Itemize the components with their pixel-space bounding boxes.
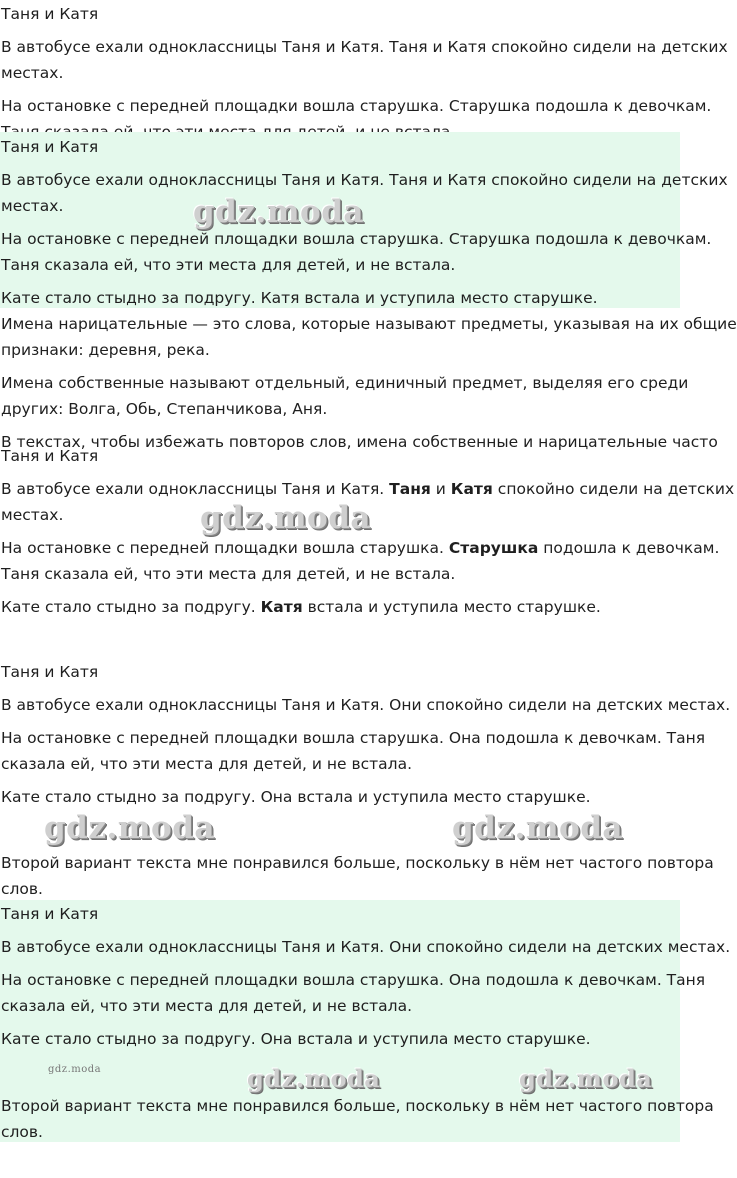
paragraph-line: слов. xyxy=(1,1123,43,1141)
paragraph-line: В автобусе ехали одноклассницы Таня и Катя. Они спокойно сидели на детских местах. xyxy=(1,696,731,714)
paragraph-line: сказала ей, что эти места для детей, и не встала. xyxy=(1,997,412,1015)
story-title: Таня и Катя xyxy=(1,663,99,681)
text-block-rewritten-final xyxy=(0,900,731,1142)
story-title: Таня и Катя xyxy=(1,5,99,23)
story-title: Таня и Катя xyxy=(1,447,99,465)
paragraph-line: На остановке с передней площадки вошла старушка. Она подошла к девочкам. Таня xyxy=(1,729,706,747)
highlight-word: Старушка xyxy=(448,539,539,557)
paragraph-line: признаки: деревня, река. xyxy=(1,341,210,359)
paragraph-line: Кате стало стыдно за подругу. Катя встала и уступила место старушке. xyxy=(1,289,598,307)
paragraph-line: Имена нарицательные — это слова, которые называют предметы, указывая на их общие xyxy=(1,315,737,333)
text-block-rules xyxy=(0,308,737,451)
paragraph-line: Кате стало стыдно за подругу. Она встала и уступила место старушке. xyxy=(1,1030,591,1048)
highlight-word: Катя xyxy=(450,480,493,498)
paragraph-line: Таня сказала ей, что эти места для детей, и не встала. xyxy=(1,565,456,583)
paragraph-line: На остановке с передней площадки вошла старушка. Старушка подошла к девочкам. xyxy=(1,539,720,557)
text-block-rewritten xyxy=(0,642,731,900)
watermark-logo: gdz.moda xyxy=(193,194,364,230)
paragraph-line: В автобусе ехали одноклассницы Таня и Катя. Таня и Катя спокойно сидели на детских xyxy=(1,171,728,189)
watermark-logo: gdz.moda xyxy=(48,1064,102,1075)
watermark-logo: gdz.moda xyxy=(452,810,623,846)
watermark-logo: gdz.moda xyxy=(200,500,371,536)
paragraph-line: В автобусе ехали одноклассницы Таня и Катя. Таня и Катя спокойно сидели на детских xyxy=(1,480,735,498)
highlight-word: Таня xyxy=(389,480,431,498)
paragraph-line: Кате стало стыдно за подругу. Катя встала и уступила место старушке. xyxy=(1,598,601,616)
paragraph-line: На остановке с передней площадки вошла старушка. Она подошла к девочкам. Таня xyxy=(1,971,706,989)
paragraph-line: местах. xyxy=(1,506,64,524)
paragraph-line: Второй вариант текста мне понравился больше, поскольку в нём нет частого повтора xyxy=(1,854,714,872)
paragraph-line: Имена собственные называют отдельный, единичный предмет, выделяя его среди xyxy=(1,374,689,392)
paragraph-line: На остановке с передней площадки вошла старушка. Старушка подошла к девочкам. xyxy=(1,230,712,248)
story-title: Таня и Катя xyxy=(1,138,99,156)
text-block-original xyxy=(0,0,728,132)
paragraph-line: Второй вариант текста мне понравился больше, поскольку в нём нет частого повтора xyxy=(1,1097,714,1115)
paragraph-line: слов. xyxy=(1,880,43,898)
paragraph-line: В текстах, чтобы избежать повторов слов, имена собственные и нарицательные часто xyxy=(1,433,718,451)
paragraph-line: Кате стало стыдно за подругу. Она встала и уступила место старушке. xyxy=(1,788,591,806)
paragraph-line: других: Волга, Обь, Степанчикова, Аня. xyxy=(1,400,328,418)
watermark-logo: gdz.moda xyxy=(519,1064,653,1093)
paragraph-line: На остановке с передней площадки вошла старушка. Старушка подошла к девочкам. xyxy=(1,97,712,115)
story-title: Таня и Катя xyxy=(1,905,99,923)
paragraph-line: Таня сказала ей, что эти места для детей, и не встала. xyxy=(1,256,456,274)
paragraph-line: В автобусе ехали одноклассницы Таня и Катя. Они спокойно сидели на детских местах. xyxy=(1,938,731,956)
paragraph-line: В автобусе ехали одноклассницы Таня и Катя. Таня и Катя спокойно сидели на детских xyxy=(1,38,728,56)
paragraph-line: местах. xyxy=(1,64,64,82)
paragraph-line: сказала ей, что эти места для детей, и не встала. xyxy=(1,755,412,773)
highlight-word: Катя xyxy=(260,598,303,616)
watermark-logo: gdz.moda xyxy=(44,810,215,846)
watermark-logo: gdz.moda xyxy=(247,1064,381,1093)
paragraph-line: местах. xyxy=(1,197,64,215)
text-block-full xyxy=(0,132,728,308)
